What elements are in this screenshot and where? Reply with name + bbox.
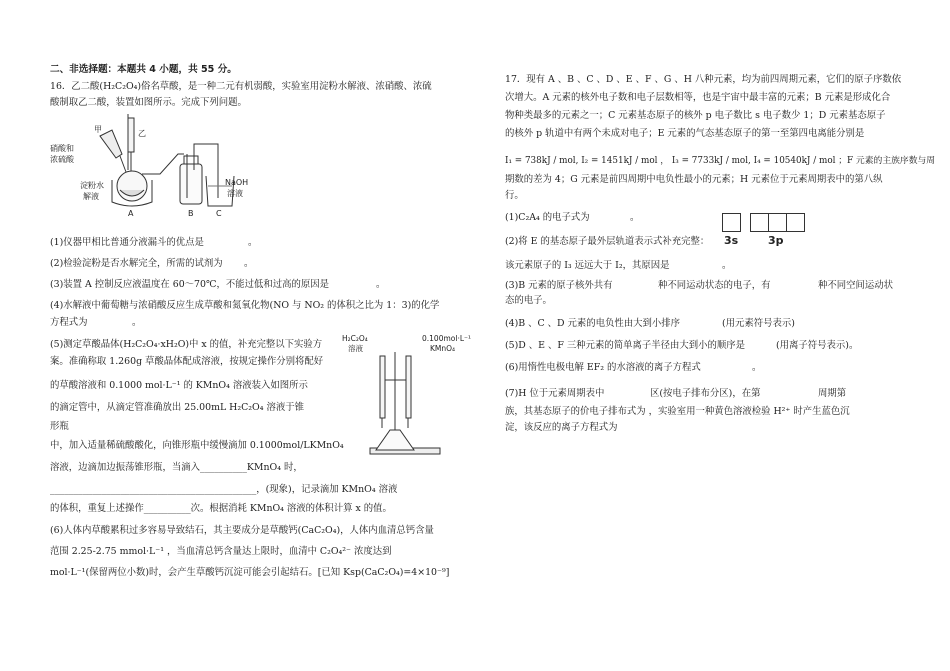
q16-p3-end: 。 <box>376 279 386 290</box>
q16-p4-1: (4)水解液中葡萄糖与浓硝酸反应生成草酸和氮氧化物(NO 与 NO₂ 的体积之比为 1：3)的化学 <box>50 300 440 311</box>
q16-p1: (1)仪器甲相比普通分液漏斗的优点是 <box>50 237 204 248</box>
burette-figure <box>340 332 475 462</box>
label-h2c2o4: H₂C₂O₄ <box>342 334 368 343</box>
q16-p6-2: 范围 2.25-2.75 mmol·L⁻¹ ，当血清总钙含量达上限时，血清中 C₂O₄²⁻ 浓度达到 <box>50 546 392 557</box>
q17-p7-a: (7)H 位于元素周期表中 <box>505 388 605 399</box>
burette-left <box>380 356 385 418</box>
conical-flask <box>376 430 414 450</box>
burette-right <box>406 356 411 418</box>
q16-p5-4: 的滴定管中，从滴定管准确放出 25.00mL H₂C₂O₄ 溶液于锥 <box>50 402 304 413</box>
orbital-3p-box-1 <box>750 213 769 232</box>
q16-p2: (2)检验淀粉是否水解完全，所需的试剂为 <box>50 258 223 269</box>
q16-p6-3: mol·L⁻¹(保留两位小数)时，会产生草酸钙沉淀可能会引起结石。[已知 Ksp(CaC₂O₄)=4×10⁻⁹] <box>50 567 450 578</box>
q16-p5-5: 形瓶 <box>50 421 69 432</box>
q17-p2: (2)将 E 的基态原子最外层轨道表示式补充完整： <box>505 236 710 247</box>
q17-p5: (5)D 、E 、F 三种元素的简单离子半径由大到小的顺序是 <box>505 340 745 351</box>
q16-p1-end: 。 <box>248 237 258 248</box>
tube-a-b <box>142 154 184 174</box>
q17-intro-4: 的核外 p 轨道中有两个未成对电子；E 元素的气态基态原子的第一至第四电离能分别是 <box>505 128 865 139</box>
apparatus-figure <box>50 110 265 220</box>
q17-p6: (6)用惰性电极电解 EF₂ 的水溶液的离子方程式 <box>505 362 701 373</box>
section-heading: 二、非选择题：本题共 4 小题，共 55 分。 <box>50 64 237 75</box>
label-acids-2: 浓硫酸 <box>50 155 74 164</box>
q17-p3-b: 种不同运动状态的电子，有 <box>658 280 771 291</box>
q16-p5-7: 溶液，边滴加边振荡锥形瓶，当滴入__________KMnO₄ 时， <box>50 462 303 473</box>
label-starch-2: 解液 <box>83 192 99 201</box>
q17-p4-end: (用元素符号表示) <box>722 318 795 329</box>
q17-p1: (1)C₂A₄ 的电子式为 <box>505 212 590 223</box>
label-yi: 乙 <box>138 129 146 138</box>
q17-p7b: 族，其基态原子的价电子排布式为 ，实验室用一种黄色溶液检验 H²⁺ 时产生蓝色沉 <box>505 406 850 417</box>
label-naoh-2: 溶液 <box>227 189 243 198</box>
q17-intro-2: 次增大。A 元素的核外电子数和电子层数相等，也是宇宙中最丰富的元素；B 元素是形成化合 <box>505 92 891 103</box>
label-naoh-1: NaOH <box>225 178 249 187</box>
q17-p4: (4)B 、C 、D 元素的电负性由大到小排序 <box>505 318 681 329</box>
q17-p3-c: 种不同空间运动状 <box>818 280 894 291</box>
q17-p7-b: 区(按电子排布分区)，在第 <box>650 388 761 399</box>
q17-p5-end: (用离子符号表示)。 <box>776 340 859 351</box>
q16-p5-2: 案。准确称取 1.260g 草酸晶体配成溶液，按规定操作分别将配好 <box>50 356 324 367</box>
q16-p3: (3)装置 A 控制反应液温度在 60～70℃，不能过低和过高的原因是 <box>50 279 329 290</box>
q16-p2-end: 。 <box>244 258 254 269</box>
q16-p5-6: 中，加入适量稀硫酸酸化，向锥形瓶中缓慢滴加 0.1000mol/LKMnO₄ <box>50 440 344 451</box>
q17-intro-1: 17．现有 A 、B 、C 、D 、E 、F 、G 、H 八种元素，均为前四周期元素，它们的原子序数依 <box>505 74 902 85</box>
q17-intro-7: 行。 <box>505 190 524 201</box>
q17-p2b: 该元素原子的 I₃ 远远大于 I₂，其原因是 <box>505 260 670 271</box>
label-kmno4-conc: 0.100mol·L⁻¹ <box>422 334 471 343</box>
q16-p5-3: 的草酸溶液和 0.1000 mol·L⁻¹ 的 KMnO₄ 溶液装入如图所示 <box>50 380 308 391</box>
q17-p7-c: 周期第 <box>818 388 847 399</box>
label-b: B <box>188 209 194 218</box>
q16-p5-8: ____________________________________________，(现象)，记录滴加 KMnO₄ 溶液 <box>50 484 398 495</box>
q16-p5-1: (5)测定草酸晶体(H₂C₂O₄·xH₂O)中 x 的值，补充完整以下实验方 <box>50 339 323 350</box>
q16-intro-2: 酸制取乙二酸，装置如图所示。完成下列问题。 <box>50 97 247 108</box>
q17-intro-3: 物种类最多的元素之一；C 元素基态原子的核外 p 电子数比 s 电子数少 1；D 元素基态原子 <box>505 110 886 121</box>
q17-p3-a: (3)B 元素的原子核外共有 <box>505 280 613 291</box>
funnel-jia <box>100 130 122 158</box>
funnel-stem <box>120 156 126 172</box>
label-a: A <box>128 209 134 218</box>
bottle-b-stopper <box>184 156 198 164</box>
label-acids-1: 硝酸和 <box>50 144 74 153</box>
orbital-3p-label: 3p <box>768 234 784 247</box>
q16-p5-9: 的体积，重复上述操作__________次。根据消耗 KMnO₄ 溶液的体积计算 x 的值。 <box>50 503 392 514</box>
label-solution: 溶液 <box>348 344 363 353</box>
q16-p6-1: (6)人体内草酸累积过多容易导致结石，其主要成分是草酸钙(CaC₂O₄)，人体内血清总钙含量 <box>50 525 434 536</box>
orbital-3s-label: 3s <box>724 234 739 247</box>
q17-p1-end: 。 <box>630 212 640 223</box>
q16-intro-1: 16．乙二酸(H₂C₂O₄)俗名草酸，是一种二元有机弱酸，实验室用淀粉水解液、浓硝酸、浓硫 <box>50 81 432 92</box>
label-starch-1: 淀粉水 <box>80 181 104 190</box>
label-kmno4: KMnO₄ <box>430 344 456 353</box>
q16-p4-2: 方程式为 <box>50 317 88 328</box>
orbital-3s-box <box>722 213 741 232</box>
q16-p4-end: 。 <box>132 317 142 328</box>
q17-p7c: 淀，该反应的离子方程式为 <box>505 422 618 433</box>
q17-p6-end: 。 <box>752 362 762 373</box>
label-jia: 甲 <box>94 125 102 134</box>
label-c: C <box>216 209 222 218</box>
orbital-3p-box-2 <box>768 213 787 232</box>
q17-intro-5: I₁ = 738kJ / mol, I₂ = 1451kJ / mol ， I₃ = 7733kJ / mol, I₄ = 10540kJ / mol ；F 元素的主族序数与周 <box>505 156 936 166</box>
orbital-3p-box-3 <box>786 213 805 232</box>
q17-intro-6: 期数的差为 4；G 元素是前四周期中电负性最小的元素；H 元素位于元素周期表中的第八纵 <box>505 174 883 185</box>
bottle-b <box>180 164 202 204</box>
condenser-yi <box>128 118 134 152</box>
q17-p3b: 态的电子。 <box>505 295 552 306</box>
q17-p2b-end: 。 <box>722 260 732 271</box>
